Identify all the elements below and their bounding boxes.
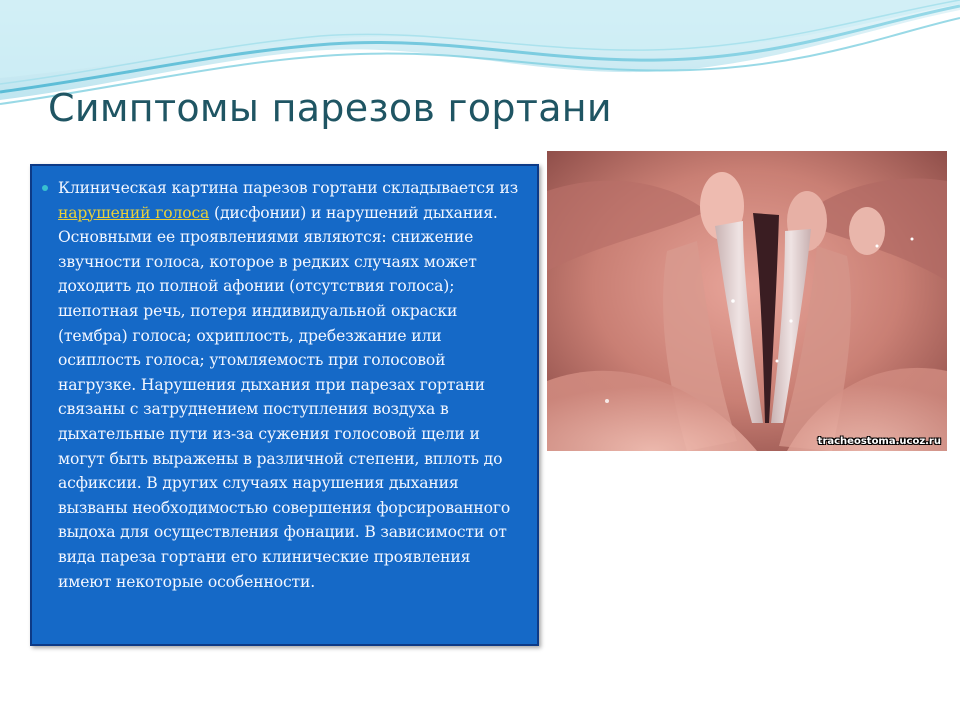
paragraph-text-start: Клиническая картина парезов гортани складывается из	[58, 179, 519, 197]
voice-disorders-link[interactable]: нарушений голоса	[58, 203, 210, 222]
larynx-photo-illustration	[547, 151, 947, 451]
photo-watermark: tracheostoma.ucoz.ru	[817, 436, 941, 447]
paragraph-text-rest: (дисфонии) и нарушений дыхания. Основными ее проявлениями являются: снижение звучности голоса, которое в редких случаях может доходить до полной афонии (отсутствия голоса); шепотная речь, потеря индивидуальной окраски (тембра) голоса; охриплость, дребезжание или осиплость голоса; утомляемость при голосовой нагрузке. Нарушения дыхания при парезах гортани связаны с затруднением поступления воздуха в дыхательные пути из-за сужения голосовой щели и могут быть выражены в различной степени, вплоть до асфиксии. В других случаях нарушения дыхания вызваны необходимостью совершения форсированного выдоха для осуществления фонации. В зависимости от вида пареза гортани его клинические проявления имеют некоторые особенности.	[58, 203, 511, 591]
round-bullet-icon	[42, 185, 48, 191]
larynx-endoscopy-photo	[547, 151, 947, 451]
symptoms-paragraph	[58, 176, 525, 594]
slide-title: Симптомы парезов гортани	[48, 86, 612, 130]
bullet-item	[42, 176, 525, 594]
content-text-box	[30, 164, 539, 646]
